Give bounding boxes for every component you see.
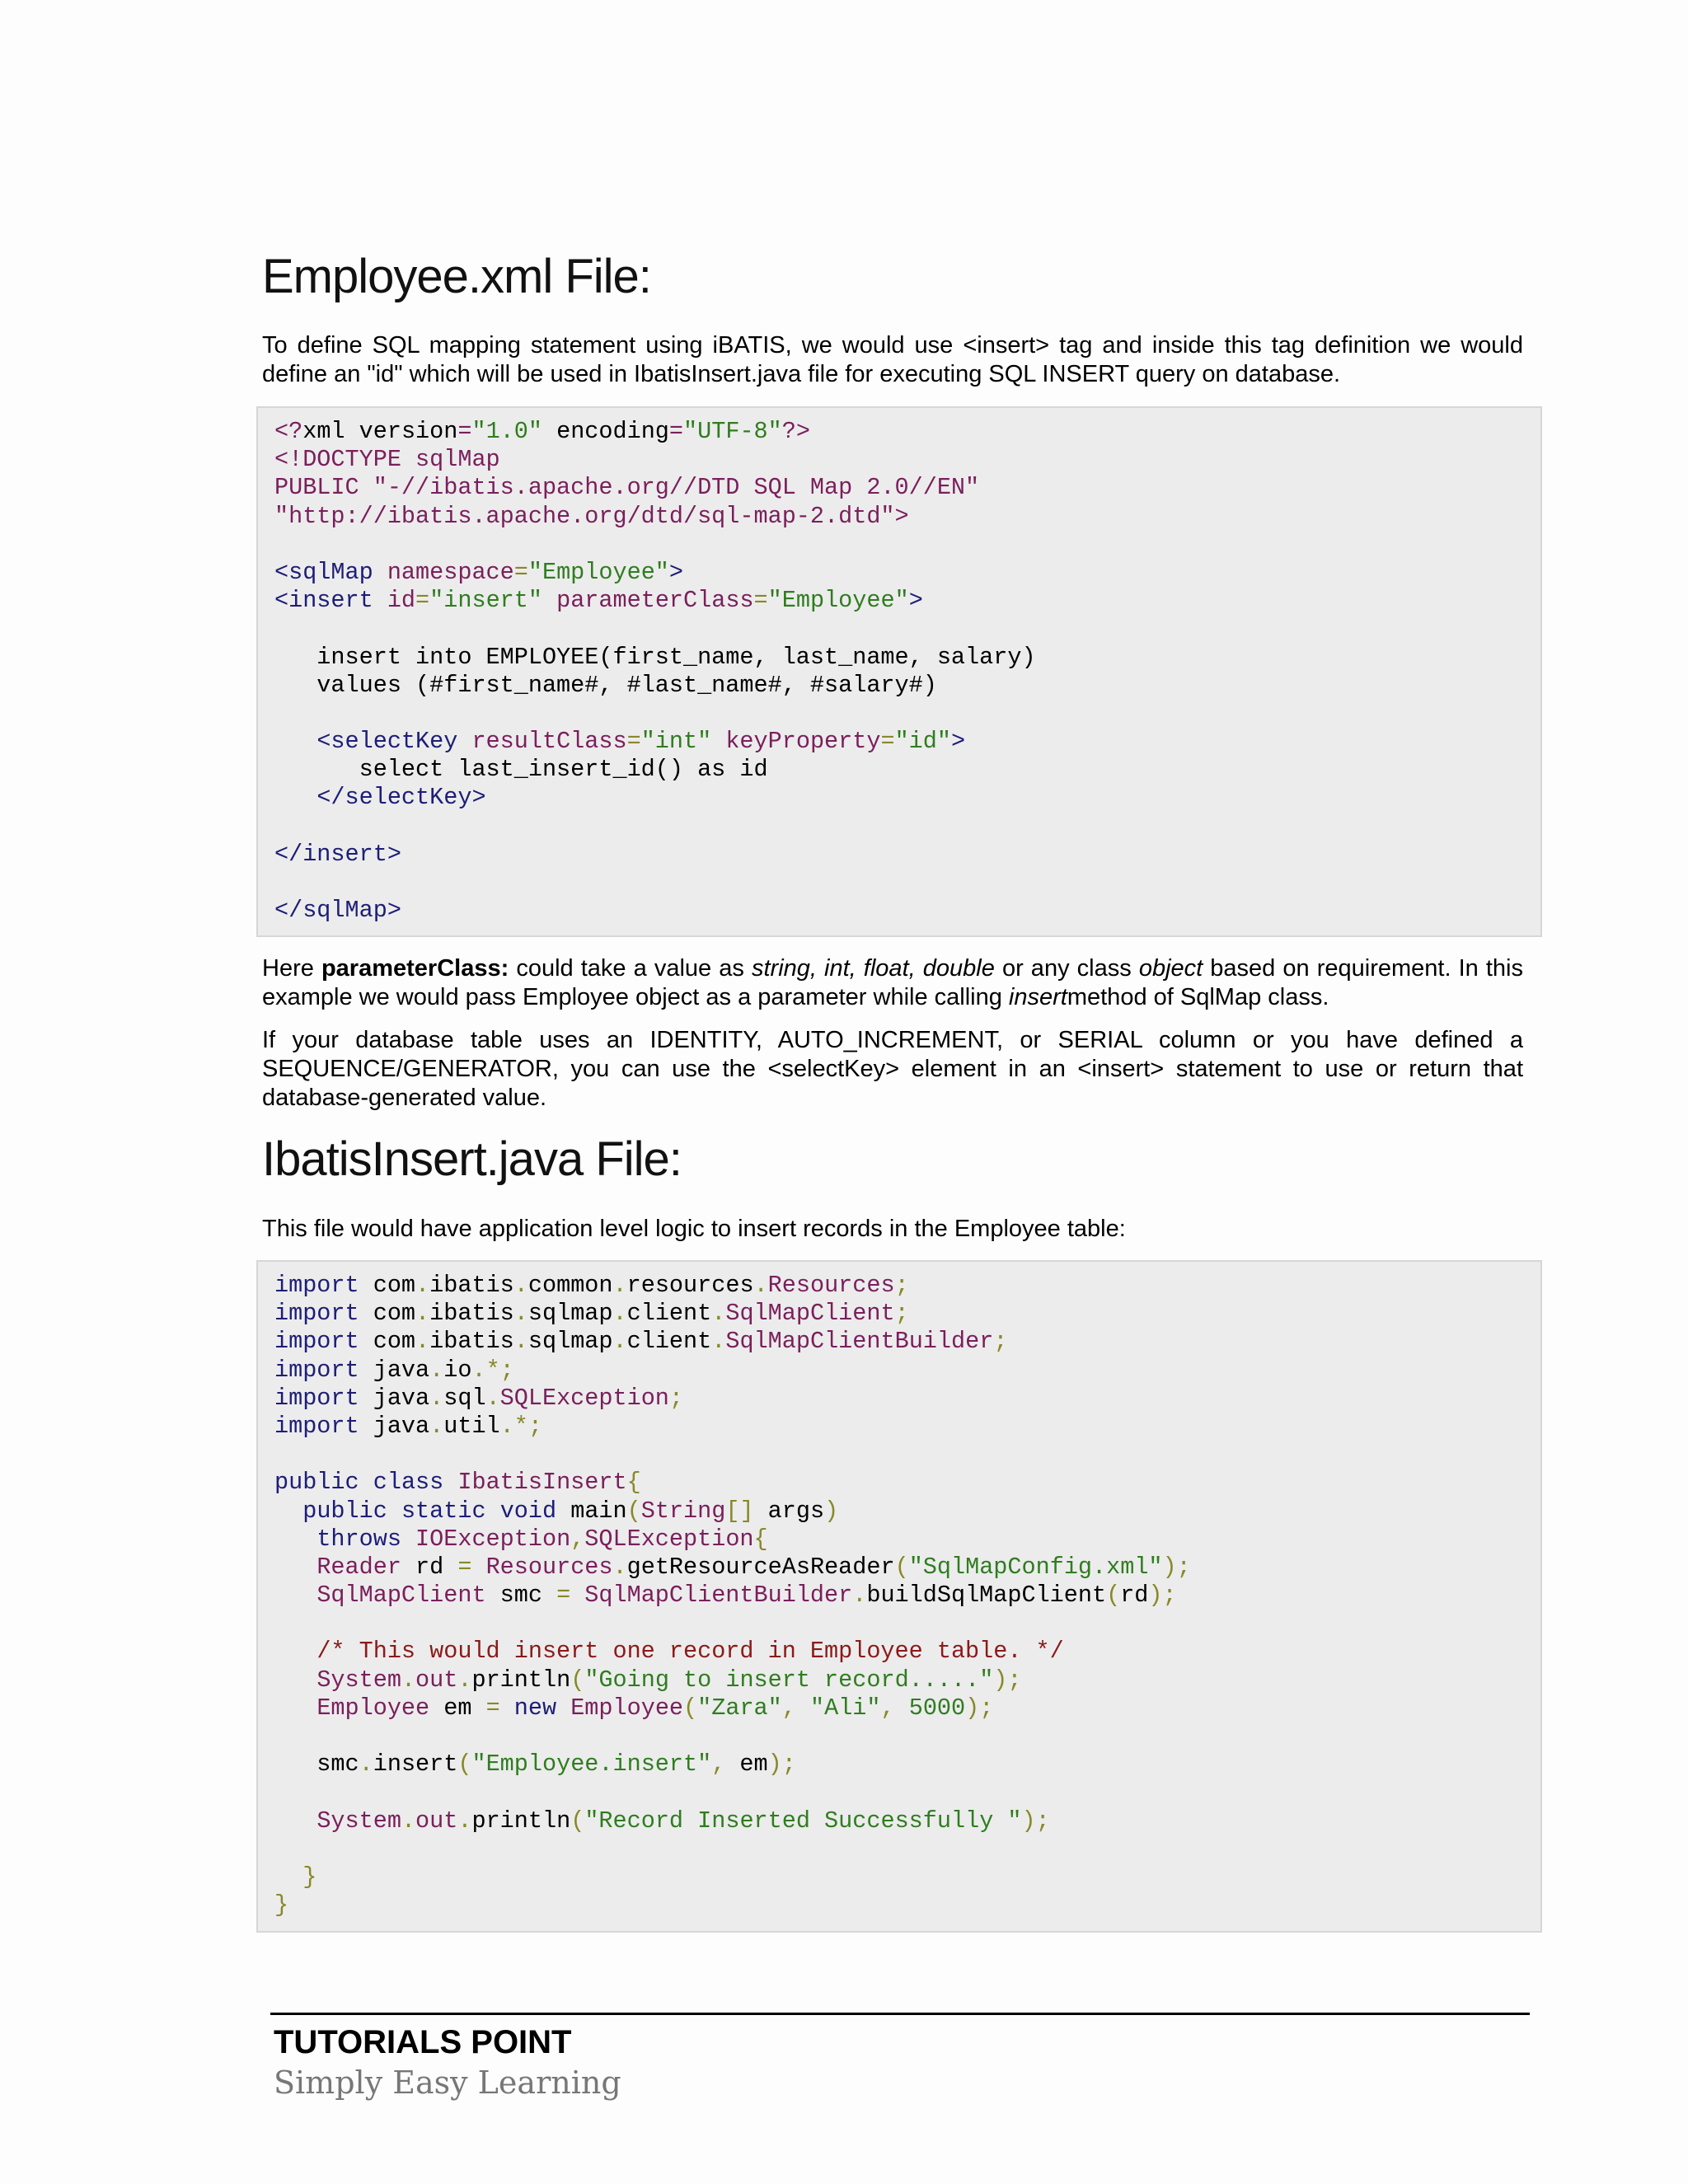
code-line [274,813,1524,841]
code-line: import java.util.*; [274,1412,542,1440]
section-title-employee-xml: Employee.xml File: [262,250,651,303]
code-line: insert into EMPLOYEE(first_name, last_name, salary) [274,643,1036,671]
code-line: import java.sql.SQLException; [274,1384,684,1412]
code-line [274,1722,1524,1750]
code-line: smc.insert("Employee.insert", em); [274,1750,796,1779]
code-line [274,615,1524,643]
code-line: public class IbatisInsert{ [274,1469,641,1497]
code-line: import com.ibatis.sqlmap.client.SqlMapClient; [274,1300,909,1328]
code-line: PUBLIC "-//ibatis.apache.org//DTD SQL Map 2.0//EN" [274,474,980,502]
code-line: values (#first_name#, #last_name#, #salary#) [274,671,937,699]
code-line: System.out.println("Going to insert record....."); [316,1666,1022,1694]
code-line: SqlMapClient smc = SqlMapClientBuilder.buildSqlMapClient(rd); [316,1582,1177,1610]
code-line: <insert id="insert" parameterClass="Employee"> [274,587,923,615]
code-line: Reader rd = Resources.getResourceAsReader("SqlMapConfig.xml"); [316,1553,1191,1581]
code-line: select last_insert_id() as id [274,756,768,784]
code-line: <!DOCTYPE sqlMap [274,446,500,474]
code-line: import com.ibatis.sqlmap.client.SqlMapClientBuilder; [274,1328,1008,1356]
code-line [274,1610,1524,1638]
code-line: } [274,1891,289,1919]
code-line: } [302,1863,317,1891]
footer-brand: TUTORIALS POINT [274,2024,572,2060]
code-line [274,1835,1524,1863]
paragraph-identity: If your database table uses an IDENTITY, AUTO_INCREMENT, or SERIAL column or you have defined a SEQUENCE/GENERATOR, you can use the <selectKey> element in an <insert> statement to use or return that database-generated value. [262,1027,1523,1111]
code-line: </sqlMap> [274,897,401,925]
code-line: "http://ibatis.apache.org/dtd/sql-map-2.dtd"> [274,502,909,530]
code-line: </selectKey> [316,784,486,812]
code-line: System.out.println("Record Inserted Successfully "); [316,1807,1050,1835]
code-line: Employee em = new Employee("Zara", "Ali", 5000); [316,1694,994,1722]
footer-tagline: Simply Easy Learning [274,2064,621,2101]
code-line: <?xml version="1.0" encoding="UTF-8"?> [274,418,810,445]
intro-paragraph-employee-xml: To define SQL mapping statement using iBATIS, we would use <insert> tag and inside this tag definition we would define an "id" which will be used in IbatisInsert.java file for executing SQL INSERT query on database. [262,332,1523,387]
code-line: <sqlMap namespace="Employee"> [274,558,684,586]
code-block-ibatis-insert-java [256,1260,1542,1933]
code-line [274,1441,1524,1469]
code-line: /* This would insert one record in Employee table. */ [316,1638,1064,1666]
footer-divider [270,2013,1530,2015]
code-line: </insert> [274,840,401,868]
code-block-employee-xml [256,406,1542,937]
code-line: import com.ibatis.common.resources.Resources; [274,1272,909,1299]
code-line: public static void main(String[] args) [302,1497,839,1525]
code-line [274,1779,1524,1807]
code-line: throws IOException,SQLException{ [316,1525,768,1553]
intro-paragraph-ibatis-insert: This file would have application level logic to insert records in the Employee table: [262,1216,1126,1242]
paragraph-parameter-class: Here parameterClass: could take a value as string, int, float, double or any class object based on requirement. In this example we would pass Employee object as a parameter while calling insertmethod of SqlMap class. [262,955,1524,1010]
bold-parameter-class: parameterClass: [321,955,509,982]
section-title-ibatis-insert: IbatisInsert.java File: [262,1132,682,1186]
code-line: import java.io.*; [274,1356,514,1384]
code-line [274,531,1524,559]
code-line [274,700,1524,728]
code-line [274,869,1524,897]
code-line: <selectKey resultClass="int" keyProperty="id"> [316,728,966,756]
